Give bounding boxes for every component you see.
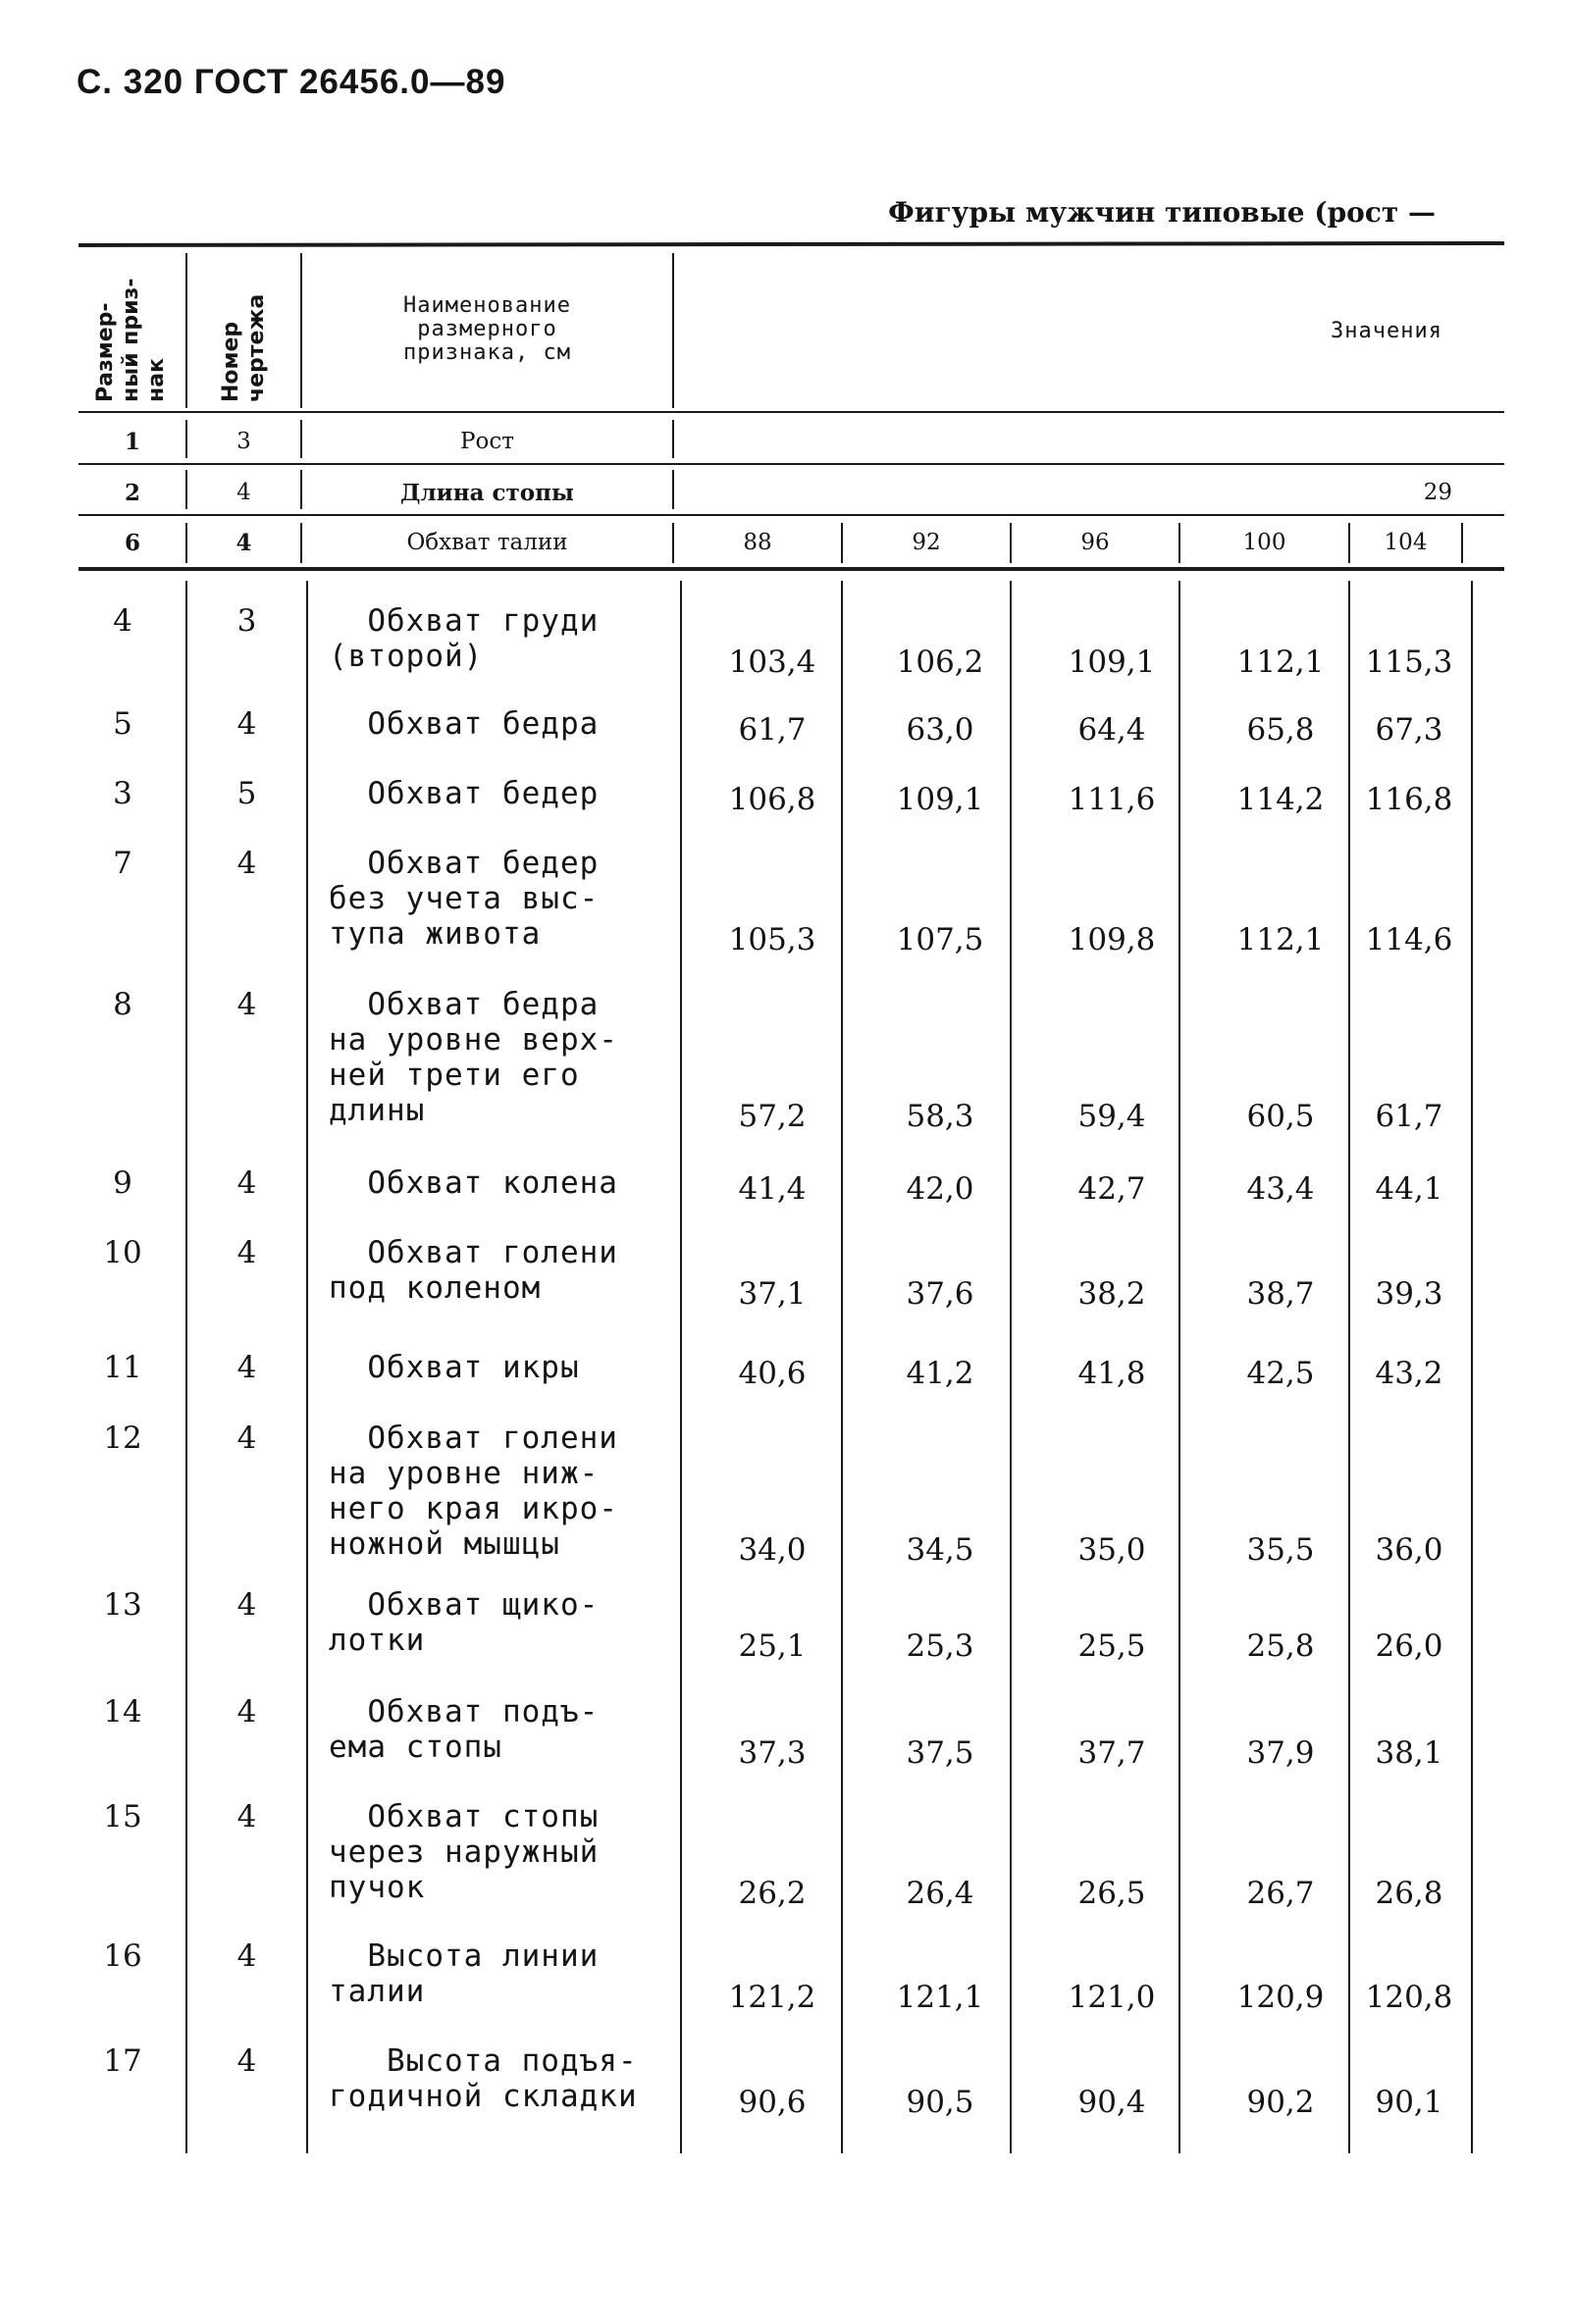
row-number: 17 <box>103 2043 142 2079</box>
feature-name: Обхват бедер без учета выс- тупа живота <box>329 846 600 952</box>
row-number: 7 <box>113 846 132 881</box>
row-number: 16 <box>103 1938 142 1974</box>
feature-value: 26,7 <box>1246 1876 1315 1911</box>
feature-value: 120,9 <box>1236 1980 1325 2015</box>
feature-value: 60,5 <box>1246 1099 1315 1134</box>
feature-value: 35,5 <box>1246 1532 1315 1568</box>
feature-name: Обхват бедра <box>329 706 600 742</box>
feature-value: 63,0 <box>906 712 974 748</box>
feature-value: 39,3 <box>1375 1276 1443 1312</box>
feature-value: 114,6 <box>1365 922 1453 957</box>
row-number: 3 <box>113 776 132 811</box>
feature-value: 37,5 <box>906 1735 974 1771</box>
table-top-rule <box>79 243 1504 245</box>
feature-name: Обхват голени на уровне ниж- него края икро- ножной мышцы <box>329 1420 618 1562</box>
header-values: Значения <box>1331 319 1442 343</box>
feature-name: Высота линии талии <box>329 1938 600 2009</box>
table-caption: Фигуры мужчин типовые (рост — <box>888 196 1436 229</box>
feature-value: 121,2 <box>728 1980 816 2015</box>
feature-value: 25,5 <box>1077 1628 1146 1664</box>
row-number: 2 <box>124 480 140 506</box>
drawing-number: 4 <box>236 1587 257 1623</box>
feature-value: 38,1 <box>1375 1735 1443 1771</box>
feature-value: 38,2 <box>1077 1276 1146 1312</box>
feature-name: Обхват бедра на уровне верх- ней трети его длины <box>329 987 618 1128</box>
feature-value: 43,2 <box>1375 1356 1443 1391</box>
feature-value: 67,3 <box>1375 712 1443 748</box>
header-feature-name: Наименование размерного признака, см <box>403 293 571 365</box>
feature-value: 115,3 <box>1365 645 1453 680</box>
waist-value: 92 <box>912 530 941 555</box>
feature-value: 112,1 <box>1236 922 1325 957</box>
feature-value: 61,7 <box>738 712 807 748</box>
feature-value: 42,7 <box>1077 1171 1146 1207</box>
feature-name: Высота подъя- годичной складки <box>329 2043 638 2114</box>
feature-name: Обхват голени под коленом <box>329 1235 618 1306</box>
feature-name: Обхват щико- лотки <box>329 1587 600 1658</box>
row-number: 15 <box>103 1799 142 1834</box>
feature-value: 109,1 <box>1068 645 1156 680</box>
row-number: 5 <box>113 706 132 742</box>
drawing-number: 4 <box>236 1165 257 1201</box>
drawing-number: 4 <box>236 1799 257 1834</box>
feature-value: 37,6 <box>906 1276 974 1312</box>
feature-value: 90,6 <box>738 2085 807 2120</box>
feature-value: 106,8 <box>728 782 816 817</box>
feature-value: 29 <box>1423 480 1452 505</box>
feature-name: Обхват талии <box>406 530 568 555</box>
feature-value: 35,0 <box>1077 1532 1146 1568</box>
feature-name: Обхват бедер <box>329 776 600 811</box>
feature-value: 37,3 <box>738 1735 807 1771</box>
feature-value: 26,4 <box>906 1876 974 1911</box>
drawing-number: 4 <box>236 480 251 505</box>
row-number: 6 <box>124 530 140 556</box>
feature-value: 36,0 <box>1375 1532 1443 1568</box>
waist-value: 104 <box>1384 530 1428 555</box>
feature-value: 57,2 <box>738 1099 807 1134</box>
feature-value: 42,5 <box>1246 1356 1315 1391</box>
row-number: 1 <box>124 429 140 455</box>
feature-name: Обхват груди (второй) <box>329 603 600 674</box>
feature-value: 59,4 <box>1077 1099 1146 1134</box>
feature-value: 109,1 <box>896 782 984 817</box>
feature-value: 40,6 <box>738 1356 807 1391</box>
feature-value: 37,7 <box>1077 1735 1146 1771</box>
feature-value: 120,8 <box>1365 1980 1453 2015</box>
feature-value: 64,4 <box>1077 712 1146 748</box>
feature-value: 90,1 <box>1375 2085 1443 2120</box>
drawing-number: 4 <box>236 1938 257 1974</box>
feature-name: Рост <box>460 429 514 454</box>
feature-value: 37,1 <box>738 1276 807 1312</box>
feature-value: 121,1 <box>896 1980 984 2015</box>
feature-value: 41,2 <box>906 1356 974 1391</box>
feature-value: 43,4 <box>1246 1171 1315 1207</box>
feature-value: 90,5 <box>906 2085 974 2120</box>
feature-value: 26,8 <box>1375 1876 1443 1911</box>
drawing-number: 4 <box>236 530 252 556</box>
feature-value: 116,8 <box>1365 782 1453 817</box>
feature-name: Обхват колена <box>329 1165 618 1201</box>
feature-name: Обхват стопы через наружный пучок <box>329 1799 600 1905</box>
feature-value: 111,6 <box>1068 782 1156 817</box>
feature-value: 112,1 <box>1236 645 1325 680</box>
row-number: 14 <box>103 1694 142 1730</box>
waist-value: 88 <box>743 530 772 555</box>
drawing-number: 4 <box>236 846 257 881</box>
drawing-number: 4 <box>236 706 257 742</box>
feature-value: 44,1 <box>1375 1171 1443 1207</box>
feature-value: 25,1 <box>738 1628 807 1664</box>
row-number: 9 <box>113 1165 132 1201</box>
feature-value: 25,8 <box>1246 1628 1315 1664</box>
feature-value: 41,8 <box>1077 1356 1146 1391</box>
feature-value: 26,5 <box>1077 1876 1146 1911</box>
drawing-number: 4 <box>236 987 257 1022</box>
feature-name: Обхват подъ- ема стопы <box>329 1694 600 1765</box>
feature-value: 65,8 <box>1246 712 1315 748</box>
drawing-number: 4 <box>236 1694 257 1730</box>
feature-name: Обхват икры <box>329 1350 580 1385</box>
page-header: С. 320 ГОСТ 26456.0—89 <box>77 63 506 101</box>
header-feature-number: Размер- ный приз- нак <box>93 278 169 402</box>
feature-value: 90,4 <box>1077 2085 1146 2120</box>
feature-value: 109,8 <box>1068 922 1156 957</box>
drawing-number: 5 <box>236 776 257 811</box>
drawing-number: 3 <box>236 603 257 639</box>
feature-name: Длина стопы <box>400 480 574 506</box>
row-number: 12 <box>103 1420 142 1456</box>
feature-value: 37,9 <box>1246 1735 1315 1771</box>
feature-value: 34,5 <box>906 1532 974 1568</box>
row-number: 10 <box>103 1235 142 1270</box>
feature-value: 26,0 <box>1375 1628 1443 1664</box>
feature-value: 41,4 <box>738 1171 807 1207</box>
feature-value: 26,2 <box>738 1876 807 1911</box>
feature-value: 90,2 <box>1246 2085 1315 2120</box>
feature-value: 107,5 <box>896 922 984 957</box>
waist-value: 96 <box>1080 530 1110 555</box>
feature-value: 42,0 <box>906 1171 974 1207</box>
feature-value: 114,2 <box>1236 782 1325 817</box>
feature-value: 34,0 <box>738 1532 807 1568</box>
feature-value: 105,3 <box>728 922 816 957</box>
feature-value: 38,7 <box>1246 1276 1315 1312</box>
feature-value: 61,7 <box>1375 1099 1443 1134</box>
waist-value: 100 <box>1242 530 1286 555</box>
feature-value: 25,3 <box>906 1628 974 1664</box>
row-number: 4 <box>113 603 132 639</box>
feature-value: 103,4 <box>728 645 816 680</box>
drawing-number: 4 <box>236 1235 257 1270</box>
row-number: 13 <box>103 1587 142 1623</box>
drawing-number: 4 <box>236 1350 257 1385</box>
drawing-number: 4 <box>236 1420 257 1456</box>
feature-value: 106,2 <box>896 645 984 680</box>
row-number: 11 <box>103 1350 142 1385</box>
feature-value: 58,3 <box>906 1099 974 1134</box>
header-drawing-number: Номер чертежа <box>219 293 269 402</box>
feature-value: 121,0 <box>1068 1980 1156 2015</box>
drawing-number: 4 <box>236 2043 257 2079</box>
drawing-number: 3 <box>236 429 251 454</box>
row-number: 8 <box>113 987 132 1022</box>
